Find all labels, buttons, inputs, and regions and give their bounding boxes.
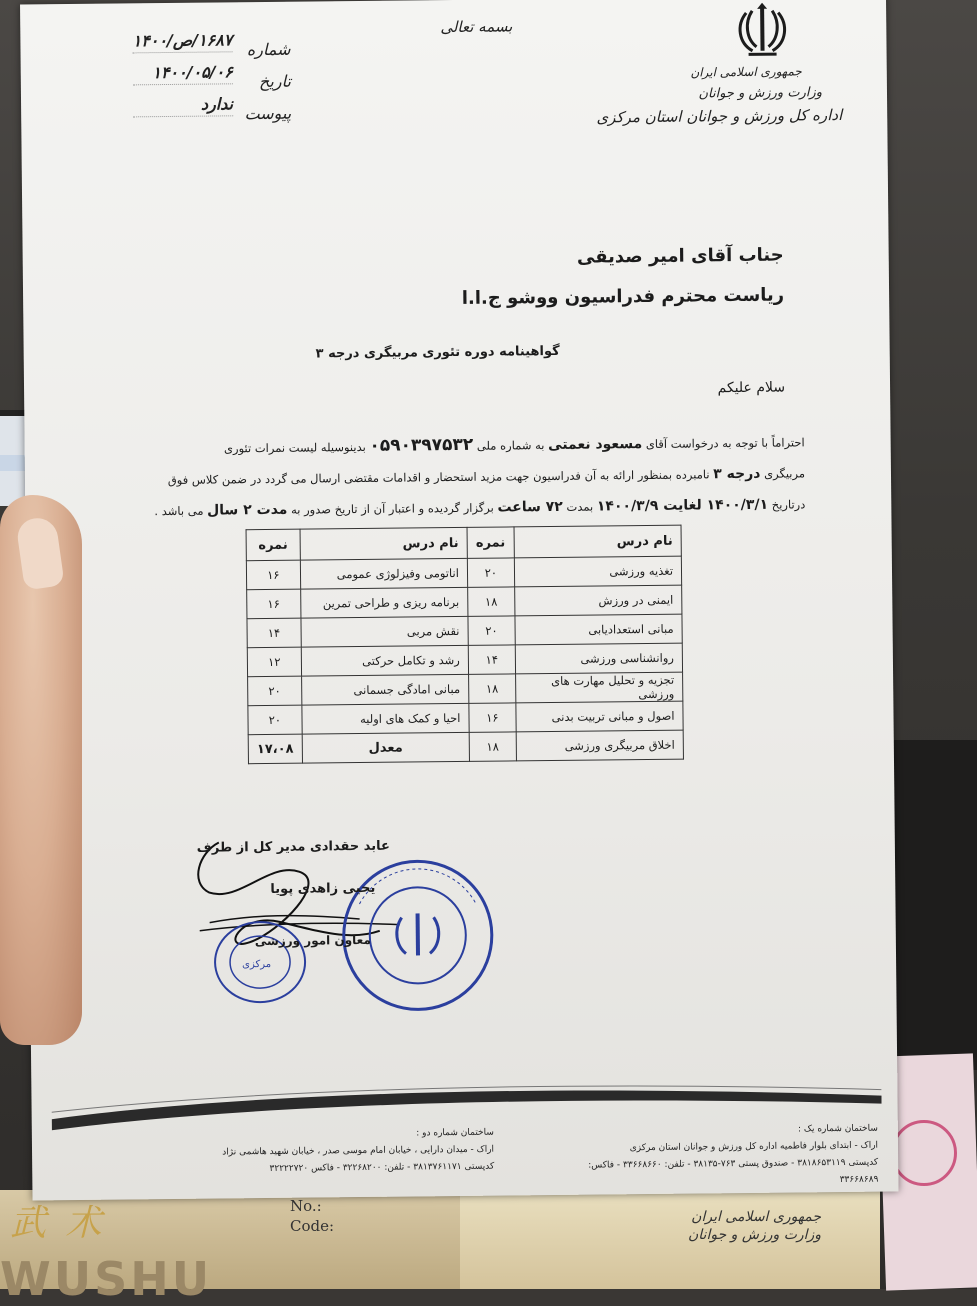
body-line-3 [145, 489, 805, 527]
table-row [248, 672, 683, 706]
course-grade: ۱۸ [469, 732, 516, 761]
course-hours: ۷۲ ساعت [497, 498, 563, 516]
letter-subject: گواهینامه دوره تئوری مربیگری درجه ۳ [315, 343, 560, 362]
bg-country-label: جمهوری اسلامی ایران [691, 1209, 822, 1225]
meta-attachment-row [91, 94, 291, 128]
attachment-value: ندارد [133, 94, 233, 117]
addressee-title: ریاست محترم فدراسیون ووشو ج.ا.ا [461, 284, 785, 309]
body-text: احتراماً با توجه به درخواست آقای [645, 435, 805, 452]
course-name: احیا و کمک های اولیه [302, 703, 469, 734]
form-code-label: Code: [290, 1217, 335, 1235]
number-label: شماره [246, 39, 291, 60]
body-text: مربیگری [764, 466, 806, 481]
background-wushu-text: WUSHU [0, 1252, 213, 1306]
background-form-fields [290, 1196, 334, 1236]
background-gold-text: 武 术 [10, 1203, 106, 1244]
footer-building-two [54, 1125, 495, 1181]
course-name: ایمنی در ورزش [515, 585, 682, 616]
degree: درجه ۳ [713, 465, 761, 483]
background-emblem-text [688, 1208, 821, 1244]
bg-ministry-label: وزارت ورزش و جوانان [688, 1227, 822, 1243]
table-row [247, 643, 682, 677]
meta-date-row [91, 62, 291, 96]
course-grade: ۲۰ [248, 676, 302, 706]
course-name: روانشناسی ورزشی [515, 643, 682, 674]
course-grade: ۱۶ [246, 560, 300, 590]
course-name: اناتومی وفیزلوژی عمومی [300, 558, 467, 589]
person-name: مسعود نعمتی [548, 436, 643, 454]
addressee-name: جناب آقای امیر صدیقی [576, 244, 784, 268]
course-grade: ۱۸ [468, 674, 515, 703]
date-label: تاریخ [258, 71, 291, 92]
table-row [247, 585, 682, 619]
course-name: مبانی استعدادیابی [515, 614, 682, 645]
course-grade: ۱۶ [469, 703, 516, 732]
average-value: ۱۷،۰۸ [248, 734, 302, 764]
table-row-average [248, 730, 683, 764]
course-grade: ۲۰ [467, 558, 514, 587]
footer-address: اراک - میدان دارایی ، خیابان امام موسی صدر ، خیابان شهید هاشمی نژاد [222, 1144, 495, 1158]
table-row [247, 614, 682, 648]
average-label: معدل [302, 732, 469, 763]
footer-phone: کدپستی ۳۸۱۸۶۵۳۱۱۹ - صندوق پستی ۷۶۳-۳۸۱۳۵ - تلفن: ۳۳۶۶۸۶۶۰ - فاکس: ۳۳۶۶۸۶۸۹ [588, 1157, 879, 1186]
form-no-label: No.: [290, 1197, 322, 1215]
validity-period: مدت ۲ سال [207, 501, 288, 519]
course-name: مبانی امادگی جسمانی [301, 674, 468, 705]
table-header-row [246, 525, 681, 561]
attachment-label: پیوست [244, 103, 292, 124]
body-text: به شماره ملی [476, 438, 545, 453]
body-text: نامبرده بمنظور ارائه به آن فدراسیون جهت مزید استحضار و اقدامات مقتضی ارسال می گردد در ضمن کلاس فوق [167, 467, 710, 488]
body-text: بدینوسیله لیست نمرات تئوری [223, 439, 366, 456]
body-text: بمدت [566, 499, 594, 514]
table-header: نام درس [514, 525, 681, 558]
number-value: ۱۶۸۷/ص/۱۴۰۰ [132, 30, 232, 53]
besmellah: بسمه تعالی [440, 17, 513, 37]
meta-number-row [90, 30, 290, 64]
grades-table [246, 525, 684, 765]
letterhead [582, 60, 843, 129]
footer-title: ساختمان شماره یک : [797, 1123, 878, 1135]
body-text: برگزار گردیده و اعتبار آن از تاریخ صدور به [290, 500, 494, 517]
iran-emblem-icon [732, 2, 793, 59]
table-row [248, 701, 683, 735]
course-grade: ۱۴ [468, 645, 515, 674]
course-name: رشد و تکامل حرکتی [301, 645, 468, 676]
course-grade: ۱۴ [247, 618, 301, 648]
letter-meta [90, 30, 291, 128]
course-grade: ۱۶ [247, 589, 301, 619]
footer-title: ساختمان شماره دو : [416, 1127, 494, 1139]
course-grade: ۲۰ [248, 705, 302, 735]
table-header: نام درس [300, 527, 467, 560]
course-dates: ۱۴۰۰/۳/۱ لغایت ۱۴۰۰/۳/۹ [596, 496, 769, 515]
body-text: درتاریخ [771, 497, 806, 512]
footer-building-one [548, 1121, 879, 1192]
course-name: تجزیه و تحلیل مهارت های ورزشی [515, 672, 682, 703]
table-row [246, 556, 681, 590]
course-grade: ۲۰ [468, 616, 515, 645]
signature-line-2: یحیی زاهدی پویا [270, 880, 376, 897]
course-grade: ۱۸ [468, 587, 515, 616]
greeting: سلام علیکم [717, 379, 786, 397]
signature-line-3: معاون امور ورزشی [254, 932, 371, 949]
letterhead-ministry: وزارت ورزش و جوانان [698, 85, 823, 102]
course-name: تغذیه ورزشی [514, 556, 681, 587]
course-name: اصول و مبانی تربیت بدنی [516, 701, 683, 732]
svg-text:مرکزی: مرکزی [242, 958, 272, 971]
letterhead-country: جمهوری اسلامی ایران [690, 64, 802, 80]
footer-phone: کدپستی ۳۸۱۳۷۶۱۱۷۱ - تلفن: ۳۲۲۶۸۲۰۰ - فاکس ۳۲۲۲۲۷۲۰ [269, 1161, 495, 1174]
body-text: می باشد . [154, 503, 204, 519]
signature-line-1: عابد حقدادی مدیر کل از طرف [196, 838, 390, 856]
background-pink-mark [891, 1120, 957, 1186]
footer-address: اراک - ابتدای بلوار فاطمیه اداره کل ورزش و جوانان استان مرکزی [629, 1140, 879, 1154]
letterhead-office: اداره کل ورزش و جوانان استان مرکزی [596, 105, 843, 127]
letter-paper [20, 0, 898, 1200]
course-name: نقش مربی [301, 616, 468, 647]
course-grade: ۱۲ [247, 647, 301, 677]
letter-body [145, 426, 806, 527]
date-value: ۱۴۰۰/۰۵/۰۶ [133, 62, 233, 85]
table-header: نمره [246, 529, 300, 561]
course-name: اخلاق مربیگری ورزشی [516, 730, 683, 761]
national-id: ۰۵۹۰۳۹۷۵۳۲ [369, 434, 474, 456]
table-header: نمره [467, 527, 514, 558]
course-name: برنامه ریزی و طراحی تمرین [300, 587, 467, 618]
